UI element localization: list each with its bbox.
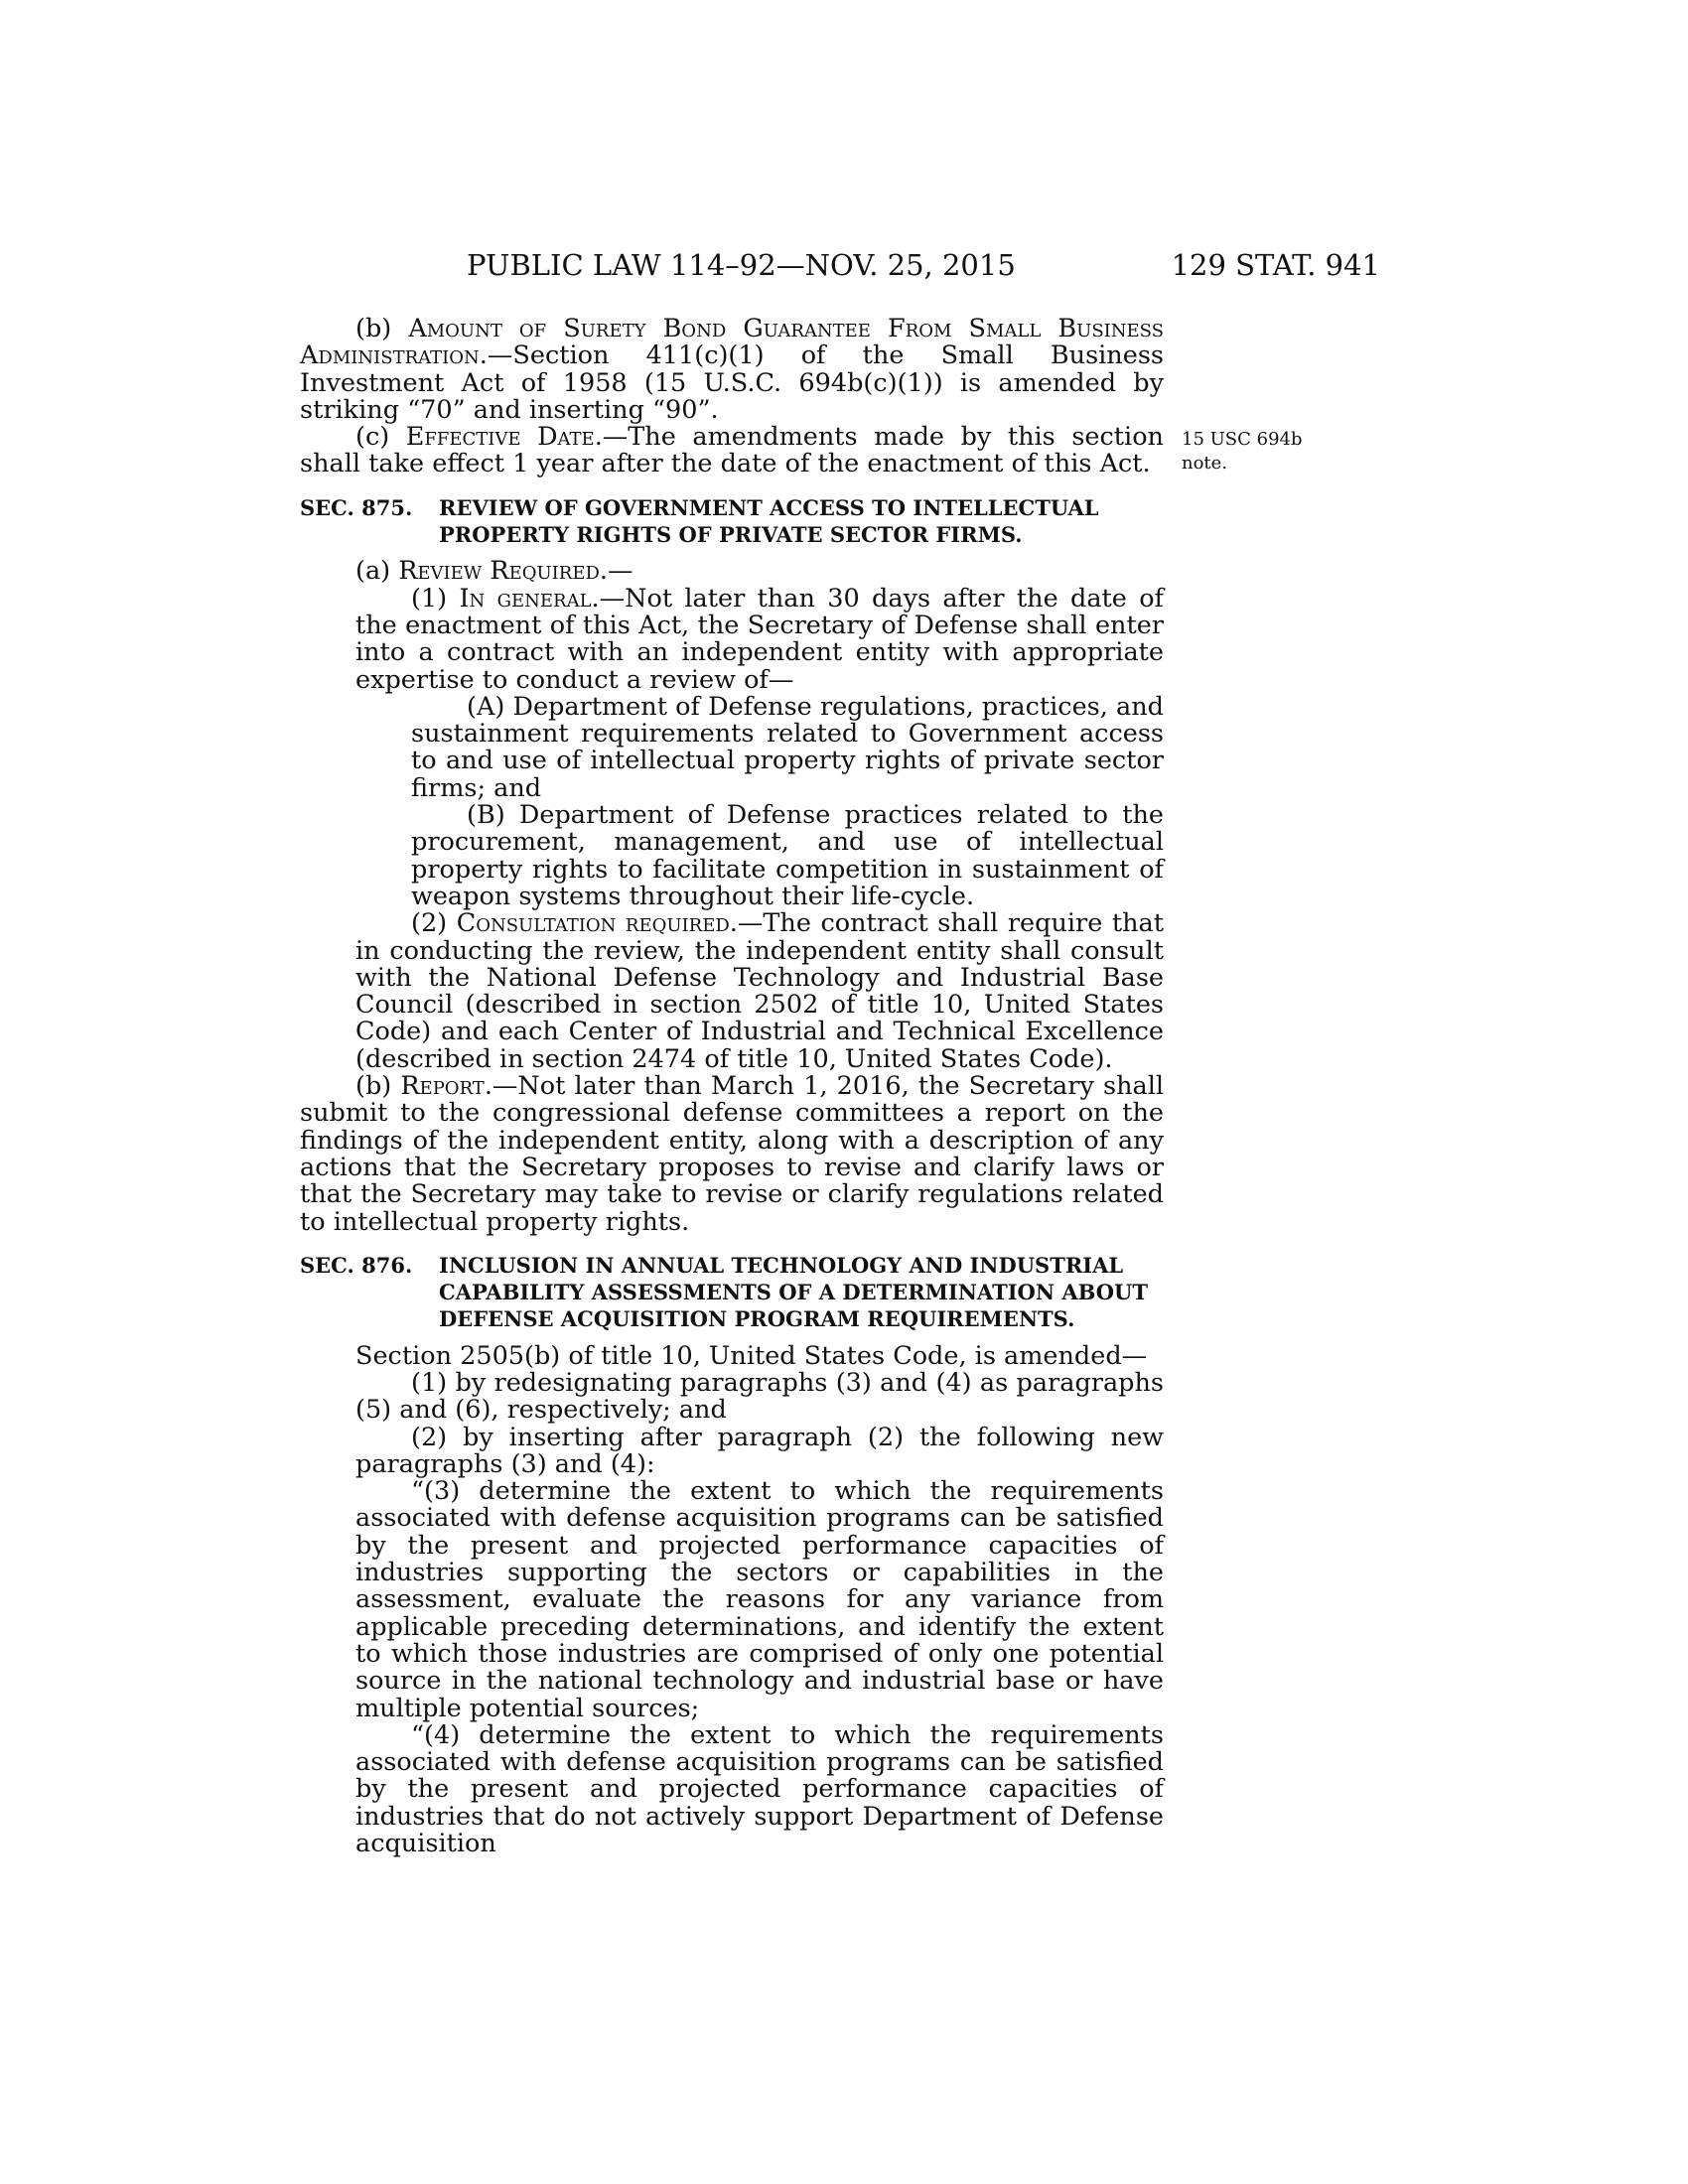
sec876-number: SEC. 876. bbox=[300, 1252, 413, 1278]
sec875-subsection-b: (b) Report.—Not later than March 1, 2016, the Secretary shall submit to the congressional defense committees a report on the findings of the independent entity, along with a description of any actions that the Secretary proposes to revise and clarify laws or that the Secretary may take to revise or clarify regulations related to intellectual property rights. bbox=[300, 1071, 1165, 1237]
sec876-quoted-paragraph-3: “(3) determine the extent to which the requirements associated with defense acquisition programs can be satisfied by the present and projected performance capacities of industries supporting the sectors or capabilities in the assessment, evaluate the reasons for any variance from applicable preceding determinations, and identify the extent to which those industries are comprised of only one potential source in the national technology and industrial base or have multiple potential sources; bbox=[355, 1476, 1164, 1723]
sec875-number: SEC. 875. bbox=[300, 494, 413, 520]
sec875-subparagraph-a1A: (A) Department of Defense regulations, practices, and sustainment requirements related to Government access to and use of intellectual property rights of private sector firms; and bbox=[411, 691, 1164, 803]
sec876-paragraph-2: (2) by inserting after paragraph (2) the following new paragraphs (3) and (4): bbox=[355, 1422, 1164, 1479]
page-header bbox=[298, 248, 1380, 288]
page-number: 129 STAT. 941 bbox=[1171, 248, 1380, 282]
sec875-paragraph-a2: (2) Consultation required.—The contract shall require that in conducting the review, the independent entity shall consult with the National Defense Technology and Industrial Base Council (described in section 2502 of title 10, United States Code) and each Center of Industrial and Technical Excellence (described in section 2474 of title 10, United States Code). bbox=[355, 908, 1164, 1074]
running-head: PUBLIC LAW 114–92—NOV. 25, 2015 bbox=[467, 248, 1016, 282]
sec876-heading bbox=[300, 1252, 1164, 1333]
body-text bbox=[300, 316, 1164, 1857]
sec876-paragraph-1: (1) by redesignating paragraphs (3) and (4) as paragraphs (5) and (6), respectively; and bbox=[355, 1367, 1164, 1426]
sec875-title: REVIEW OF GOVERNMENT ACCESS TO INTELLECTUAL PROPERTY RIGHTS OF PRIVATE SECTOR FIRMS. bbox=[439, 494, 1099, 548]
sec876-title: INCLUSION IN ANNUAL TECHNOLOGY AND INDUSTRIAL CAPABILITY ASSESSMENTS OF A DETERMINATION ABOUT DEFENSE ACQUISITION PROGRAM REQUIREMENTS. bbox=[439, 1252, 1148, 1332]
sec875-paragraph-a1: (1) In general.—Not later than 30 days after the date of the enactment of this Act, the Secretary of Defense shall enter into a contract with an independent entity with appropriate expertise to conduct a review of— bbox=[355, 583, 1164, 695]
margin-note-label: note. bbox=[1182, 453, 1228, 474]
margin-note bbox=[1182, 428, 1350, 476]
margin-note-citation: 15 USC 694b bbox=[1182, 429, 1303, 450]
sec874-subsection-b: (b) Amount of Surety Bond Guarantee From Small Business Administration.—Section 411(c)(1) of the Small Business Investment Act of 1958 (15 U.S.C. 694b(c)(1)) is amended by striking “70” and inserting “90”. bbox=[300, 314, 1164, 425]
sec875-subsection-a: (a) Review Required.— bbox=[355, 556, 633, 587]
sec876-quoted-paragraph-4: “(4) determine the extent to which the requirements associated with defense acquisition programs can be satisfied by the present and projected performance capacities of industries that do not actively support Department of Defense acquisition bbox=[355, 1719, 1164, 1859]
sec875-subparagraph-a1B: (B) Department of Defense practices related to the procurement, management, and use of intellectual property rights to facilitate competition in sustainment of weapon systems throughout their life-cycle. bbox=[411, 800, 1164, 911]
sec875-heading bbox=[300, 494, 1164, 549]
sec874-c-heading: Effective Date bbox=[405, 422, 595, 453]
sec876-intro: Section 2505(b) of title 10, United States Code, is amended— bbox=[355, 1340, 1148, 1371]
sec874-subsection-c: (c) Effective Date.—The amendments made by this section shall take effect 1 year after the date of the enactment of this Act. bbox=[300, 422, 1164, 479]
sec874-b-heading: Amount of Surety Bond Guarantee From Small Business Administration bbox=[300, 314, 1164, 371]
